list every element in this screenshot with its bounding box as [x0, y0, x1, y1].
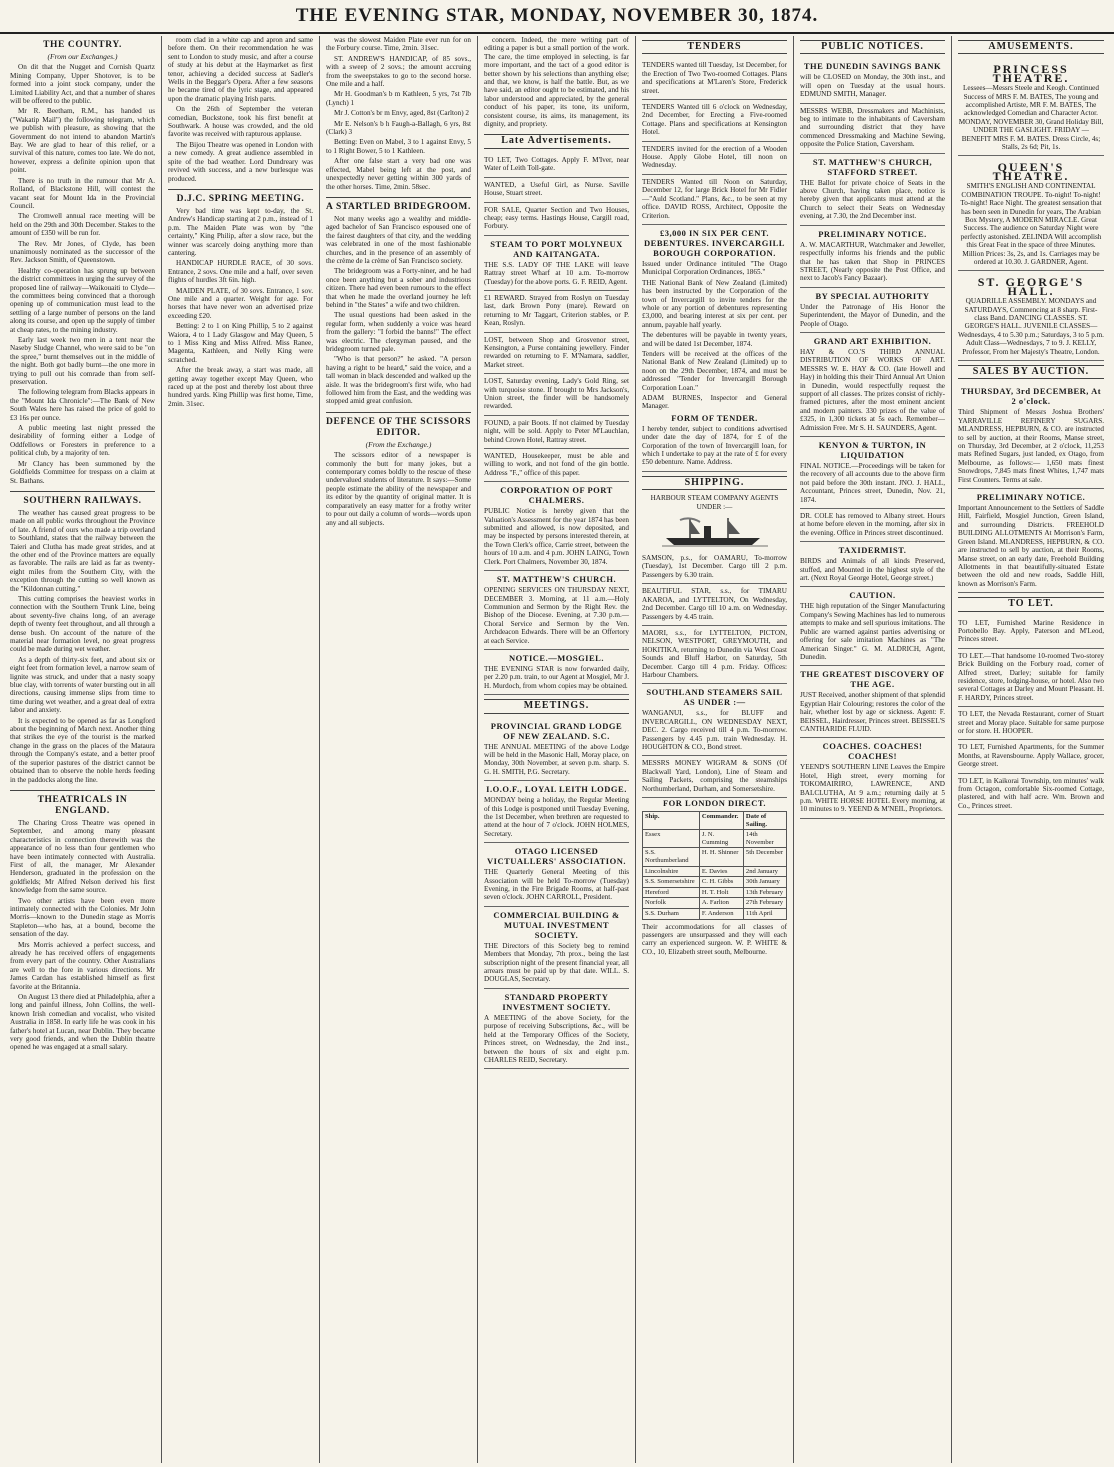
table-cell: E. Davies	[699, 866, 743, 877]
advertisement	[800, 226, 945, 288]
ad-body: DR. COLE has removed to Albany street. Hours at home before eleven in the morning, after six in the evening. Office in Princes street discontinued.	[800, 512, 945, 537]
ad-title: I.O.O.F., LOYAL LEITH LODGE.	[486, 784, 627, 795]
article-heading: THE COUNTRY.	[43, 40, 122, 50]
divider	[326, 197, 471, 198]
ad-body: THE ANNUAL MEETING of the above Lodge will be held in the Masonic Hall, Moray place, on Monday, 30th November, at seven p.m. sharp. S. G. H. SMITH, P.G. Secretary.	[484, 742, 629, 776]
paragraph: Mr E. Nelson's b h Faugh-a-Ballagh, 6 yrs, 8st (Clark) 3	[326, 119, 471, 137]
princess-theatre-ad	[958, 58, 1104, 156]
advertisement	[800, 738, 945, 818]
table-row	[643, 848, 787, 866]
ships-list	[642, 551, 787, 798]
ad-body: FOUND, a pair Boots. If not claimed by Tuesday night, will be sold. Apply to Peter M'Lauchlan, behind Crown Hotel, Rattray street.	[484, 418, 629, 444]
paragraph: The debentures will be payable in twenty years, and will be dated 1st December, 1874.	[642, 331, 787, 348]
paragraph: Mr H. Goodman's b m Kathleen, 5 yrs, 7st 7lb (Lynch) 1	[326, 90, 471, 107]
ad-body: Important Announcement to the Settlers of Saddle Hill, Fairfield, Mosgiel Junction, Green Island, and surrounding Districts. FREEHOLD BUILDING ALLOTMENTS At Morrison's Farm, Green Island. MLANDRESS, HEPBURN, & CO. are instructed to sell by auction, at their Rooms, Manse street, on an early date, Freehold Building Allotments in that beautifully-situated Estate between the old and new roads, Saddle Hill, known as Morrison's Farm.	[958, 504, 1104, 588]
advertisement	[642, 551, 787, 584]
ad-title: ST. GEORGE'S HALL.	[977, 275, 1085, 298]
ad-body: YEEND'S SOUTHERN LINE Leaves the Empire Hotel, High street, every morning for TOKOMAIRIRO, LAWRENCE, AND BALCLUTHA, At 9 a.m.; returning daily at 5 p.m. WHITE HORSE HOTEL Every morning, at 10 minutes to 9. YEEND & M'NEIL, Proprietors.	[800, 763, 945, 814]
advertisement	[484, 153, 629, 178]
sailing-table	[642, 811, 787, 920]
ad-title: TAXIDERMIST.	[838, 545, 907, 556]
paragraph: Not many weeks ago a wealthy and middle-aged bachelor of San Francisco espoused one of the fairest daughters of that city, and the wedding was celebrated in one of the most fashionable churches, and in the presence of an assembly of the crème de la crème of San Francisco society.	[326, 214, 471, 265]
paragraph: THE National Bank of New Zealand (Limited) has been instructed by the Corporation of the town of Invercargill to invite tenders for the whole or any portion of debentures representing £3,000, and bearing interest at six per cent. per annum, payable half yearly.	[642, 278, 787, 329]
ad-title: PRINCESS THEATRE.	[992, 62, 1070, 85]
public-notices-banner: PUBLIC NOTICES.	[800, 40, 945, 54]
paragraph: Mrs Morris achieved a perfect success, and already he has received offers of engagements from every part of the country. Other Australians are well to the fore in various directions. Mr James Cardan has established himself as first favorite at the Britannia.	[10, 940, 155, 991]
ad-body: BEAUTIFUL STAR, s.s., for TIMARU AKAROA, and LYTTELTON, On Wednesday, 2nd December. Cargo till 10 a.m. on Wednesday. Passengers by 4.45 train.	[642, 587, 787, 621]
ad-title: CAUTION.	[849, 590, 896, 601]
paragraph: The Cromwell annual race meeting will be held on the 29th and 30th December. Stakes to the amount of £350 will be run for.	[10, 212, 155, 238]
advertisement	[800, 509, 945, 542]
ad-body: MESSRS MONEY WIGRAM & SONS (Of Blackwall Yard, London), Line of Steam and Sailing Packets, comprising the steamships Northumberland, Durham, and Somersetshire.	[642, 759, 787, 793]
sailing-table-body	[643, 830, 787, 919]
table-cell: Norfolk	[643, 898, 700, 909]
paragraph: The Rev. Mr Jones, of Clyde, has been unanimously nominated as the successor of the Rev. Jackson Smith, of Queenstown.	[10, 239, 155, 265]
ad-body: LOST, Saturday evening, Lady's Gold Ring, set with turquoise stone. If brought to Mrs Jackson's, Union street, the finder will be handsomely rewarded.	[484, 377, 629, 411]
paragraph: After one false start a very bad one was effected, Mabel being left at the post, and unexpectedly never getting within 300 yards of the other horses. Time, 2min. 58sec.	[326, 157, 471, 191]
london-direct-title: FOR LONDON DIRECT.	[662, 798, 767, 808]
masthead	[0, 0, 1114, 34]
advertisement	[642, 626, 787, 684]
paragraph: Tenders will be received at the offices of the National Bank of New Zealand (Limited) up to noon on the 29th December, 1874, and must be addressed "Tender for Invercargill Borough Corporation Loan."	[642, 349, 787, 392]
ad-title: THURSDAY, 3rd DECEMBER, At 2 o'clock.	[960, 386, 1102, 407]
shipping-subhead: HARBOUR STEAM COMPANY AGENTS UNDER :—	[650, 494, 779, 511]
article-body	[10, 63, 155, 485]
ad-title: THE DUNEDIN SAVINGS BANK	[803, 61, 942, 72]
advertisement	[484, 571, 629, 650]
ad-title: QUEEN'S THEATRE.	[992, 160, 1070, 183]
ad-body: THE high reputation of the Singer Manufacturing Company's Sewing Machines has led to numerous attempts to make and sell spurious imitations. The Public are warned against parties advertising or offering for sale imitation Machines as "The American Singer." G. M. ALDRICH, Agent, Dunedin.	[800, 602, 945, 661]
advertisement	[484, 650, 629, 695]
article-continued	[168, 36, 313, 183]
article-bridegroom	[326, 202, 471, 406]
ad-body: TENDERS Wanted till Noon on Saturday, December 12, for large Brick Hotel for Mr Fidler—"Auld Scotland." Plans, &c., to be seen at my office. DAVID ROSS, Architect, Opposite the Criterion.	[642, 177, 787, 220]
advertisement	[484, 291, 629, 333]
paragraph: The usual questions had been asked in the regular form, when suddenly a voice was heard from the gallery: "I forbid the banns!" The effect was electric. The clergyman paused, and the bridegroom turned pale.	[326, 311, 471, 353]
ad-body: SMITH'S ENGLISH AND CONTINENTAL COMBINATION TROUPE. To-night! To-night! To-night! Race Night. The greatest sensation that has been seen in Dunedin for years, The Arabian Box Mystery, A MODERN MIRACLE. Great Success. The audience on Saturday Night were perfectly astonished. ZELINDA Will accomplish this Great Feat in the space of three Minutes. Million Prices: 3s, 2s, and 1s. Carriages may be ordered at 10.30. J. GARDNER, Agent.	[960, 182, 1102, 266]
table-cell: 11th April	[743, 908, 786, 919]
table-row	[643, 887, 787, 898]
shipping-banner: SHIPPING.	[642, 476, 787, 490]
paragraph: On dit that the Nugget and Cornish Quartz Mining Company, Upper Shotover, is to be formed into a joint stock company, under the Limited Liability Act, and that a number of shares will be offered to the public.	[10, 63, 155, 106]
ad-body: £1 REWARD. Strayed from Roslyn on Tuesday last, dark Brown Pony (mare). Reward on returning to Mr Taggart, Criterion stables, or P. Kean, Roslyn.	[484, 293, 629, 328]
ad-title: OTAGO LICENSED VICTUALLERS' ASSOCIATION.	[487, 846, 626, 867]
advertisement	[958, 707, 1104, 740]
ad-body: FINAL NOTICE.—Proceedings will be taken for the recovery of all accounts due to the above firm not paid before the 30th instant. JNO. J. HALL, Accountant, Princes street, Dunedin, Nov. 21, 1874.	[800, 462, 945, 504]
paragraph: It is expected to be opened as far as Longford about the beginning of March next. Another thing that strikes the eye of the tourist is the marked change in the grass on the places of the Mataura through the Company's estate, and a better proof of the superior pastures of the district cannot be obtained than to observe the noble herds feeding in the paddocks along the line.	[10, 716, 155, 784]
advertisement	[484, 236, 629, 291]
paragraph: Betting: Even on Mabel, 3 to 1 against Envy, 5 to 1 Right Bower, 5 to 1 Kathleen.	[326, 138, 471, 155]
ad-title: £3,000 IN SIX PER CENT. DEBENTURES. INVERCARGILL BOROUGH CORPORATION.	[644, 227, 785, 258]
ad-title: KENYON & TURTON, IN LIQUIDATION	[818, 440, 927, 460]
article-body	[168, 36, 313, 183]
advertisement	[484, 374, 629, 416]
sailing-table-header	[643, 812, 787, 830]
divider	[10, 491, 155, 492]
meetings-banner: MEETINGS.	[484, 699, 629, 713]
ad-body: MESSRS WEBB, Dressmakers and Machinists, beg to intimate to the inhabitants of Caversham and surrounding district that they have commenced Dressmaking and Machine Sewing, opposite the Police Station, Caversham.	[800, 106, 945, 149]
paragraph: The weather has caused great progress to be made on all public works throughout the Province of late. A friend of ours who made a trip overland to Southland, states that the railway between the Taieri and Clutha has made great strides, and at the other end of the Province matters are equally as favorable. The rails are laid as far as twenty-eight miles from the Southern City, with the exception through the cutting so well known as the "Kildonnan cutting."	[10, 508, 155, 593]
table-cell: J. N. Cumming	[699, 830, 743, 848]
table-cell: 13th February	[743, 887, 786, 898]
table-cell: S.S. Somersetshire	[643, 877, 700, 888]
ad-body: MAORI, s.s., for LYTTELTON, PICTON, NELSON, WESTPORT, GREYMOUTH, and HOKITIKA, returning to Dunedin via West Coast Sounds and Bluff Harbor, on Saturday, 5th December. Cargo till 4 p.m. Friday. Offices: Harbour Chambers.	[642, 628, 787, 679]
article-continued	[484, 36, 629, 128]
advertisement	[958, 616, 1104, 649]
table-cell: H. H. Shinner	[699, 848, 743, 866]
ad-body: THE Directors of this Society beg to remind Members that Monday, 7th prox., being the last subscription night of the present financial year, all arrears must be paid up by that date. WILL. S. DOUGLAS, Secretary.	[484, 941, 629, 984]
masthead-title: THE EVENING STAR, MONDAY, NOVEMBER 30, 1874.	[295, 5, 819, 26]
to-let-list	[958, 616, 1104, 816]
advertisement	[484, 907, 629, 989]
article-body	[10, 509, 155, 784]
article-source: (From our Exchanges.)	[47, 52, 118, 61]
ad-body: THE Ballot for private choice of Seats in the above Church, having taken place, notice is hereby given that applicants must attend at the Church to select their Seats on Wednesday evening, at 7.30, the 2nd December inst.	[800, 178, 945, 221]
article-body	[326, 215, 471, 406]
ad-body: WANTED, Housekeeper, must be able and willing to work, and not fond of the gin bottle. Address "F.," office of this paper.	[484, 452, 629, 477]
paragraph: room clad in a white cap and apron and same before them. On their recommendation he was sent to London to study music, and after a course of study at his debut at the Haymarket as first tenor, achieving a decided success at Sadler's Wells in the Beggar's Opera. After a few seasons he became tired of the lyric stage, and appeared upon the dramatic playing Irish parts.	[168, 36, 313, 103]
advertisement	[642, 756, 787, 798]
column-6	[794, 36, 952, 1463]
column-7	[952, 36, 1110, 1463]
paragraph: The following telegram from Blacks appears in the "Mount Ida Chronicle":—The Bank of New South Wales here has raised the price of gold to £3 16s per ounce.	[10, 388, 155, 422]
advertisement	[958, 774, 1104, 816]
ad-title: PROVINCIAL GRAND LODGE OF NEW ZEALAND. S.C.	[490, 720, 623, 741]
article-body	[168, 207, 313, 408]
ad-title: GRAND ART EXHIBITION.	[813, 335, 932, 346]
column-4	[478, 36, 636, 1463]
paragraph: Healthy co-operation has sprung up between the district committees in urging the survey of the proposed line of railway—Waikouaiti to Clyde—the committees being convinced that a thorough opening up of communication must lead to the settling of a large number of persons on the land along its course, and open up the supply of timber at cheap rates, to the mining industry.	[10, 266, 155, 334]
ad-title: STANDARD PROPERTY INVESTMENT SOCIETY.	[502, 991, 611, 1012]
ad-body: Under the Patronage of His Honor the Superintendent, the Mayor of Dunedin, and the People of Otago.	[800, 302, 945, 328]
paragraph: After the break away, a start was made, all getting away together except May Queen, who raced up at the post and thereby lost about three hundred yards. King Phillip was first home, Time, 2min. 31sec.	[168, 366, 313, 408]
advertisement	[484, 989, 629, 1069]
paragraph: "Who is that person?" he asked. "A person having a right to be heard," said the voice, and a tall woman in black descended and walked up the aisle. It was the bridegroom's first wife, who had followed him from the East, and the wedding was stopped amid great confusion.	[326, 355, 471, 406]
table-row	[643, 898, 787, 909]
table-cell: 14th November	[743, 830, 786, 848]
table-cell: F. Anderson	[699, 908, 743, 919]
auctions-list	[958, 383, 1104, 593]
ad-body: WANTED, a Useful Girl, as Nurse. Saville House, Stuart street.	[484, 180, 629, 198]
article-railways	[10, 496, 155, 784]
advertisement	[484, 843, 629, 907]
advertisement	[484, 718, 629, 782]
table-header-cell: Ship.	[643, 812, 700, 830]
ad-body: MONDAY being a holiday, the Regular Meeting of this Lodge is postponed until Tuesday Evening, the 1st December, when brethren are requested to attend at the hour of 7 o'clock. JOHN HOLMES, Secretary.	[484, 796, 629, 838]
ad-title: ST. MATTHEW'S CHURCH, STAFFORD STREET.	[812, 156, 933, 177]
paragraph: The scissors editor of a newspaper is commonly the butt for many jokes, but a contemporary comes boldly to the rescue of these undervalued students of literature. It says:—Some people estimate the ability of the newspaper and its editor by the quantity of original matter. It is comparatively an easy matter for a frothy writer to pour out daily a column of words—words upon any and all subjects.	[326, 451, 471, 527]
paragraph: The Bijou Theatre was opened in London with a new comedy. A great audience assembled in spite of the bad weather. Lord Dundreary was revived with success, and a new burlesque was produced.	[168, 140, 313, 183]
sailing-note: Their accommodations for all classes of passengers are unsurpassed and they will each carry an experienced surgeon. W. P. WHITE & CO., 10, Elizabeth street south, Melbourne.	[642, 922, 787, 956]
ad-title: SOUTHLAND STEAMERS SAIL AS UNDER :—	[646, 687, 783, 708]
ad-title: PRELIMINARY NOTICE.	[818, 228, 927, 239]
table-cell: 30th January	[743, 877, 786, 888]
article-scissors-editor	[326, 417, 471, 527]
paragraph: As a depth of thirty-six feet, and about six or eight feet from formation level, a narrow seam of lignite was struck, and under that a nasty soapy blue clay, with torrents of water bursting out in all directions, causing immense slips from time to time during wet weather, and a great deal of extra labor and anxiety.	[10, 655, 155, 715]
advertisement	[642, 142, 787, 175]
ad-body: JUST Received, another shipment of that splendid Egyptian Hair Colouring; restores the color of the hair, whether lost by age or sickness. Agent: F. BEISSEL, Hairdresser, Princes street. BEISSEL'S CANTHARIDE FLUID.	[800, 691, 945, 733]
table-header-cell: Commander.	[699, 812, 743, 830]
ad-body: FOR SALE, Quarter Section and Two Houses, cheap; easy terms. Hastings House, Cargill road, Forbury.	[484, 205, 629, 231]
ad-title: ST. MATTHEW'S CHURCH.	[496, 574, 617, 585]
table-cell: Essex	[643, 830, 700, 848]
ad-body: TO LET, Furnished Marine Residence in Portobello Bay. Apply, Paterson and M'Leod, Princes street.	[958, 618, 1104, 644]
article-heading: DEFENCE OF THE SCISSORS EDITOR.	[326, 416, 471, 438]
paragraph: ST. ANDREW'S HANDICAP, of 85 sovs., with a sweep of 2 sovs.; the amount accruing from the sweepstakes to go to the second horse. One mile and a half.	[326, 54, 471, 89]
column-1	[4, 36, 162, 1463]
ad-title: COMMERCIAL BUILDING & MUTUAL INVESTMENT SOCIETY.	[493, 909, 620, 940]
table-cell: Hereford	[643, 887, 700, 898]
advertisement	[958, 740, 1104, 773]
paragraph: The Charing Cross Theatre was opened in September, and among many pleasant characteristics in connection therewith was the appearance of no less than four gentlemen who have been intimately connected with Australia. First of all, the manager, Mr Alexander Henderson, graduated in the profession on the goldfields; Mr Alfred Nelson derived his first knowledge from the same source.	[10, 818, 155, 895]
paragraph: ADAM BURNES, Inspector and General Manager.	[642, 394, 787, 411]
table-cell: 27th February	[743, 898, 786, 909]
paragraph: Issued under Ordinance intituled "The Otago Municipal Corporation Ordinances, 1865."	[642, 259, 787, 277]
advertisement	[800, 104, 945, 154]
notices-list	[800, 58, 945, 818]
ad-title: PRELIMINARY NOTICE.	[976, 492, 1086, 503]
article-body	[326, 36, 471, 191]
ad-body: Lessees—Messrs Steele and Keogh. Continued Success of MRS F. M. BATES, The young and accomplished Artiste, MR F. M. BATES, The acknowledged Comedian and Character Actor. MONDAY, NOVEMBER 30, Grand Holiday Bill, UNDER THE GASLIGHT. FRIDAY — BENEFIT MRS F. M. BATES. Dress Circle, 4s; Stalls, 2s 6d; Pit, 1s.	[958, 84, 1104, 152]
ad-body: TO LET.—That handsome 10-roomed Two-storey Brick Building on the Forbury road, corner of Alfred street, Darley; suitable for family residence, store, lodging-house, or hotel. Also two several Cottages at Darley and Mount Pleasant. H. F. HARDY, Princes street.	[958, 651, 1104, 702]
ad-body: LOST, between Shop and Grosvenor street, Kensington, a Purse containing jewellery. Finder rewarded on returning to F. M'Namara, saddler, Market street.	[484, 335, 629, 369]
to-let-banner: TO LET.	[958, 597, 1104, 611]
ad-body: THE S.S. LADY OF THE LAKE will leave Rattray street Wharf at 10 a.m. To-morrow (Tuesday) for the above ports. G. F. REID, Agent.	[484, 260, 629, 286]
table-row	[643, 830, 787, 848]
ad-body: TO LET, the Nevada Restaurant, corner of Stuart street and Moray place. Suitable for same purpose or for store. H. HOOPER.	[958, 710, 1104, 735]
table-header-cell: Date of Sailing.	[743, 812, 786, 830]
advertisement	[484, 781, 629, 843]
paragraph: On the 26th of September the veteran comedian, Buckstone, took his first benefit at Southwark. A house was crowded, and the old favorite was received with rapturous applause.	[168, 105, 313, 139]
advertisement	[800, 587, 945, 666]
divider	[326, 412, 471, 413]
ad-body	[642, 260, 787, 411]
tenders-banner: TENDERS	[642, 40, 787, 54]
article-body	[10, 819, 155, 1052]
paragraph: On August 13 there died at Philadelphia, after a long and painful illness, John Collins, the well-known Irish comedian and vocalist, who visited Australia in 1858. In early life he was cook in his father's hotel at Lucan, near Dublin. They became very good friends, and when the Dublin theatre opened he was engaged at a small salary.	[10, 993, 155, 1052]
advertisement	[484, 449, 629, 482]
ad-title: THE GREATEST DISCOVERY OF THE AGE.	[800, 669, 945, 690]
paragraph: Mr Clancy has been summoned by the Goldfields Committee for trespass on a claim at St. Bathans.	[10, 459, 155, 485]
advertisement	[484, 203, 629, 236]
paragraph: HANDICAP HURDLE RACE, of 30 sovs. Entrance, 2 sovs. One mile and a half, over seven flights of hurdles 3ft 6in. high.	[168, 259, 313, 285]
ad-body: TENDERS Wanted till 6 o'clock on Wednesday, 2nd December, for Erecting a Five-roomed Cottage. Plans and specifications at Kensington Hotel.	[642, 103, 787, 137]
advertisement	[484, 482, 629, 571]
form-title: FORM OF TENDER.	[671, 412, 758, 423]
advertisement	[642, 684, 787, 756]
paragraph: Two other artists have been even more intimately connected with the Colonies. Mr John Morris—known to the Dunedin stage as Morris Stapleton—who has, at a bound, become the sensation of the day.	[10, 896, 155, 939]
paragraph: A public meeting last night pressed the desirability of forming either a Lodge of Oddfellows or Foresters in preference to a political club, by a majority of ten.	[10, 424, 155, 458]
ad-title: NOTICE.—MOSGIEL.	[509, 652, 604, 663]
advertisement	[800, 333, 945, 437]
paragraph: concern. Indeed, the mere writing part of editing a paper is but a small portion of the work. The care, the time employed in selecting, is far more important, and the tact of a good editor is better shown by his selections than anything else; and that, we know, is half the battle. But, as we have said, an editor ought to be estimated, and his labor understood and appreciated, by the general conduct of his paper, its tone, its uniform, consistent course, its aims, its management, its dignity, and propriety.	[484, 36, 629, 129]
st-georges-hall-ad	[958, 271, 1104, 361]
paragraph: Early last week two men in a tent near the Naseby Sludge Channel, who were said to be "on the spree," burnt themselves out in the middle of the night. Both got badly burnt—the one more in trying to pull out his comrade than from self-preservation.	[10, 336, 155, 387]
ad-body: OPENING SERVICES ON THURSDAY NEXT, DECEMBER 3. Morning, at 11 a.m.—Holy Communion and Sermon by the Right Rev. the Bishop of the Diocese. Evening, at 7.30 p.m.—Choral Service and Sermon by the Ven. Archdeacon Edwards. There will be an Offertory at each Service.	[484, 586, 629, 645]
columns	[4, 36, 1110, 1463]
table-cell: C. H. Gibbs	[699, 877, 743, 888]
advertisement	[642, 58, 787, 100]
paragraph: Mr R. Beetham, R.M., has handed us ("Wakatip Mail") the following telegram, which we publish with pleasure, as showing that the Government do not intend to abandon Martin's Bay. We are glad to hear of this relief, or a survival of this nature, comes too late. We do not, however, express a definite opinion upon that point.	[10, 107, 155, 175]
advertisement	[642, 175, 787, 225]
auction-banner: SALES BY AUCTION.	[958, 365, 1104, 379]
article-heading: THEATRICALS IN ENGLAND.	[37, 794, 128, 816]
meetings-list	[484, 718, 629, 1070]
ad-body: Third Shipment of Messrs Joshua Brothers' YARRAVILLE REFINERY SUGARS. MLANDRESS, HEPBURN, & CO. are instructed to sell by auction, at their Rooms, Manse street, on Thursday, 3rd December, at 2 o'clock, 11,253 mats Refined Sugars, just landed, ex Otago, from Melbourne, as follows:— 1,650 mats finest Snowdrops, 7,845 mats finest Whites, 1,747 mats First Counters. Terms at sale.	[958, 408, 1104, 484]
form-text: I hereby tender, subject to conditions advertised under date the day of 1874, for £ of the Corporation of the town of Invercargill loan, for which I undertake to pay at the rate of £ for every £50 debenture. Name. Address.	[642, 424, 787, 467]
article-heading: A STARTLED BRIDEGROOM.	[326, 201, 471, 212]
article-body	[484, 36, 629, 128]
ad-title: BY SPECIAL AUTHORITY	[815, 290, 930, 301]
paragraph: Very bad time was kept to-day, the St. Andrew's Handicap starting at 2 p.m., instead of 1 p.m. The Maiden Plate was won by "the certainty," King Philip, after a slow race, but the winner was scarcely doing anything more than cantering.	[168, 206, 313, 257]
ad-body: THE Quarterly General Meeting of this Association will be held To-morrow (Tuesday) Evening, in the Fire Brigade Rooms, at half-past seven o'clock. JOHN CARROLL, President.	[484, 868, 629, 902]
ad-body: A MEETING of the above Society, for the purpose of receiving Subscriptions, &c., will be held at the Temporary Offices of the Society, Princes street, on Wednesday, the 2nd inst., between the hours of six and eight p.m. CHARLES REID, Secretary.	[484, 1013, 629, 1064]
column-2	[162, 36, 320, 1463]
paragraph: Mr J. Cotton's br m Envy, aged, 8st (Carlton) 2	[334, 109, 469, 118]
advertisement	[800, 437, 945, 509]
table-cell: Lincolnshire	[643, 866, 700, 877]
paragraph: was the slowest Maiden Plate ever run for on the Forbury course. Time, 2min. 31sec.	[326, 36, 471, 53]
article-heading: D.J.C. SPRING MEETING.	[176, 193, 305, 204]
article-djc-meeting	[168, 194, 313, 408]
advertisement	[800, 154, 945, 226]
ad-body: TENDERS invited for the erection of a Wooden House. Apply Globe Hotel, till noon on Wednesday.	[642, 144, 787, 170]
advertisement	[800, 666, 945, 738]
advertisement	[958, 383, 1104, 489]
queens-theatre-ad	[958, 156, 1104, 271]
table-row	[643, 877, 787, 888]
ad-body: QUADRILLE ASSEMBLY. MONDAYS and SATURDAYS, Commencing at 8 sharp. First-class Band. DANCING CLASSES. ST. GEORGE'S HALL. JUVENILE CLASSES—Wednesdays, 4 to 5.30 p.m.; Saturdays, 3 to 5 p.m. Adult Class—Wednesdays, 7 to 9. J. KELLY, Professor, From her Majesty's Theatre, London.	[958, 297, 1104, 356]
advertisement	[484, 333, 629, 375]
ad-body: BIRDS and Animals of all kinds Preserved, stuffed, and Mounted in the highest style of the art. (Next Royal George Hotel, George street.)	[800, 557, 945, 583]
table-cell: 2nd January	[743, 866, 786, 877]
late-advertisements-banner: Late Advertisements.	[484, 134, 629, 148]
advertisement	[958, 649, 1104, 707]
divider	[168, 189, 313, 190]
steamship-icon	[660, 514, 770, 548]
article-body	[326, 451, 471, 527]
table-cell: A. Farlton	[699, 898, 743, 909]
ad-title: CORPORATION OF PORT CHALMERS.	[500, 485, 613, 506]
ad-body: TO LET, Two Cottages. Apply F. M'Iver, near Water of Leith Toll-gate.	[484, 155, 629, 173]
ad-body: TO LET, in Kaikorai Township, ten minutes' walk from Octagon, comfortable Six-roomed Cottage, plastered, and with half acre. Wm. Brown and Co., Princes street.	[958, 776, 1104, 810]
table-row	[643, 866, 787, 877]
table-cell: 5th December	[743, 848, 786, 866]
article-country	[10, 40, 155, 485]
ad-title: COACHES. COACHES! COACHES!	[822, 741, 923, 762]
late-ads-list	[484, 153, 629, 695]
paragraph: Betting: 2 to 1 on King Phillip, 5 to 2 against Waiora, 4 to 1 Lady Glasgow and May Queen, 5 to 1 Miss King and Miss Alfred. Miss Ranee, Magenta, Kathleen, and Nelly King were scratched.	[168, 322, 313, 364]
ad-body: TENDERS wanted till Tuesday, 1st December, for the Erection of Two Two-roomed Cottages. Plans and specifications at M'Laren's Store, Frederick street.	[642, 61, 787, 95]
tenders-list	[642, 58, 787, 225]
ad-body: WANGANUI, s.s., for BLUFF and INVERCARGILL, ON WEDNESDAY NEXT, DEC. 2. Cargo received till 4 p.m. To-morrow. Passengers by 4.45 p.m. train Wednesday. H. HOUGHTON & CO., Bond street.	[642, 709, 787, 751]
article-heading: SOUTHERN RAILWAYS.	[23, 495, 142, 506]
paragraph: This cutting comprises the heaviest works in connection with the Southern Trunk Line, being about seventy-five chains long, of an average depth of twenty feet throughout, and all through a dense bush. On account of the nature of the material near formation level, no great progress could be made during wet weather.	[10, 594, 155, 654]
advertisement	[958, 489, 1104, 593]
column-5	[636, 36, 794, 1463]
debentures-ad	[642, 225, 787, 472]
table-row	[643, 908, 787, 919]
column-3	[320, 36, 478, 1463]
paragraph: There is no truth in the rumour that Mr A. Rolland, of Blackstone Hill, will contest the vacant seat for Mount Ida in the Provincial Council.	[10, 176, 155, 210]
amusements-banner: AMUSEMENTS.	[958, 40, 1104, 54]
table-cell: H. T. Holt	[699, 887, 743, 898]
advertisement	[484, 416, 629, 449]
paragraph: The bridegroom was a Forty-niner, and he had once been anything but a sober and industrious citizen. There had even been rumours to the effect that when he made the overland journey he left behind in "the States" a wife and two children.	[326, 267, 471, 309]
article-source: (From the Exchange.)	[365, 439, 432, 449]
table-cell: S.S. Durham	[643, 908, 700, 919]
ad-title: STEAM TO PORT MOLYNEUX AND KAITANGATA.	[490, 238, 623, 259]
advertisement	[800, 288, 945, 333]
advertisement	[800, 542, 945, 587]
advertisement	[642, 100, 787, 142]
ad-body: PUBLIC Notice is hereby given that the Valuation's Assessment for the year 1874 has been submitted and allowed, is now deposited, and may be inspected by persons interested therein, at the Town Clerk's office, Carrie street, between the hours of 10 a.m. and 4 p.m. JOHN LAING, Town Clerk. Port Chalmers, November 30, 1874.	[484, 507, 629, 566]
ad-body: HAY & CO.'S THIRD ANNUAL DISTRIBUTION OF WORKS OF ART. MESSRS W. E. HAY & CO. (late Howell and Hay) in holding this their Third Annual Art Union in Dunedin, would respectfully request the support of all classes. The prizes consist of richly-framed pictures, after the most eminent ancient and modern painters. 330 prizes of the value of £325, in 1,300 tickets at 5s each. Remember—Admission Free. Mr S. H. SAUNDERS, Agent.	[800, 347, 945, 432]
advertisement	[642, 584, 787, 626]
ad-body: will be CLOSED on Monday, the 30th inst., and will open on Tuesday at the usual hours. EDMUND SMITH, Manager.	[800, 73, 945, 99]
ad-body: SAMSON, p.s., for OAMARU, To-morrow (Tuesday), 1st December. Cargo till 2 p.m. Passengers by 6.30 train.	[642, 554, 787, 579]
ad-body: TO LET, Furnished Apartments, for the Summer Months, at Ravensbourne. Apply Wallace, grocer, George street.	[958, 743, 1104, 769]
table-cell: S.S. Northumberland	[643, 848, 700, 866]
divider	[10, 790, 155, 791]
advertisement	[484, 178, 629, 203]
article-racing-results	[326, 36, 471, 191]
ad-body: A. W. MACARTHUR, Watchmaker and Jeweller, respectfully informs his friends and the public that he has taken that Shop in PRINCES STREET, (Nearly opposite the Post Office, and next to Jacob's Fancy Bazaar).	[800, 240, 945, 283]
ad-body: THE EVENING STAR is now forwarded daily, per 2.20 p.m. train, to our Agent at Mosgiel, Mr J. H. Murdoch, from whom copies may be obtained.	[484, 664, 629, 690]
paragraph: MAIDEN PLATE, of 30 sovs. Entrance, 1 sov. One mile and a quarter. Weight for age. For horses that have never won an advertised prize exceeding £20.	[168, 286, 313, 320]
advertisement	[800, 58, 945, 103]
article-theatricals	[10, 795, 155, 1052]
